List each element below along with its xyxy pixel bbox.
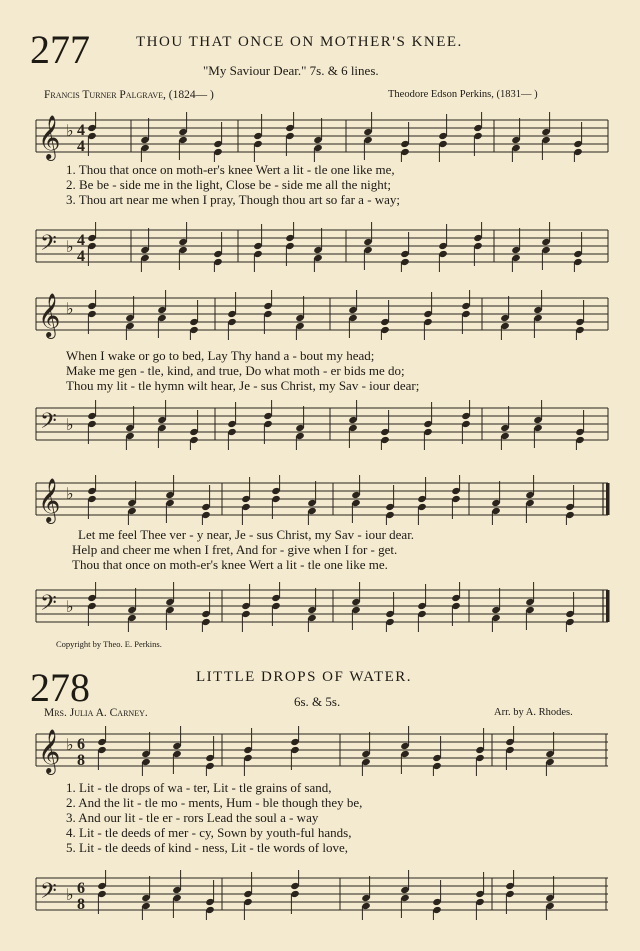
lyric-line: 2. Be be - side me in the light, Close be - side me all the night;: [66, 177, 391, 192]
hymn-title: THOU THAT ONCE ON MOTHER'S KNEE.: [136, 34, 463, 50]
svg-text:♭: ♭: [66, 237, 74, 256]
hymn-number: 278: [30, 665, 90, 710]
svg-text:𝄢: 𝄢: [40, 409, 57, 439]
svg-text:6: 6: [77, 736, 85, 753]
lyric-line: When I wake or go to bed, Lay Thy hand a - bout my head;: [66, 348, 375, 363]
lyric-line: 1. Thou that once on moth-er's knee Wert a lit - tle one like me,: [66, 162, 395, 177]
lyric-line: 4. Lit - tle deeds of mer - cy, Sown by youth-ful hands,: [66, 825, 352, 840]
hymn-number: 277: [30, 27, 90, 72]
hymn-subtitle: "My Saviour Dear." 7s. & 6 lines.: [203, 63, 379, 78]
svg-text:𝄞: 𝄞: [38, 729, 61, 773]
svg-text:𝄢: 𝄢: [40, 879, 57, 909]
lyric-line: 2. And the lit - tle mo - ments, Hum - ble though they be,: [66, 795, 363, 810]
svg-text:♭: ♭: [66, 415, 74, 434]
bass-staff: [0, 400, 640, 450]
bass-staff: [0, 870, 640, 920]
composer-credit: Theodore Edson Perkins, (1831— ): [388, 89, 538, 100]
copyright-notice: Copyright by Theo. E. Perkins.: [56, 639, 162, 649]
treble-staff: [0, 475, 640, 525]
svg-text:♭: ♭: [66, 484, 74, 503]
hymn-subtitle: 6s. & 5s.: [294, 694, 341, 709]
author-credit: Mrs. Julia A. Carney.: [44, 707, 148, 719]
svg-text:4: 4: [77, 248, 85, 265]
svg-text:♭: ♭: [66, 121, 74, 140]
lyric-line: Make me gen - tle, kind, and true, Do what moth - er bids me do;: [66, 363, 405, 378]
lyric-line: Thou that once on moth-er's knee Wert a lit - tle one like me.: [72, 557, 388, 572]
lyric-line: 3. And our lit - tle er - rors Lead the soul a - way: [66, 810, 319, 825]
svg-text:4: 4: [77, 122, 85, 139]
svg-text:𝄞: 𝄞: [38, 478, 61, 522]
lyric-line: 1. Lit - tle drops of wa - ter, Lit - tle grains of sand,: [66, 780, 332, 795]
svg-text:6: 6: [77, 880, 85, 897]
svg-text:♭: ♭: [66, 597, 74, 616]
svg-text:4: 4: [77, 138, 85, 155]
svg-text:♭: ♭: [66, 885, 74, 904]
svg-text:♭: ♭: [66, 735, 74, 754]
lyric-line: Help and cheer me when I fret, And for - give when I for - get.: [72, 542, 398, 557]
svg-text:8: 8: [77, 752, 85, 769]
hymn-title: LITTLE DROPS OF WATER.: [196, 669, 413, 685]
svg-text:𝄞: 𝄞: [38, 115, 61, 159]
treble-staff: [0, 726, 640, 776]
svg-text:8: 8: [77, 896, 85, 913]
bass-staff: [0, 582, 640, 632]
lyric-line: Let me feel Thee ver - y near, Je - sus Christ, my Sav - iour dear.: [78, 527, 415, 542]
treble-staff: [0, 290, 640, 340]
svg-text:𝄢: 𝄢: [40, 231, 57, 261]
svg-text:𝄞: 𝄞: [38, 293, 61, 337]
lyric-line: 5. Lit - tle deeds of kind - ness, Lit - tle words of love,: [66, 840, 348, 855]
svg-text:4: 4: [77, 232, 85, 249]
treble-staff: [0, 112, 640, 162]
author-credit: Francis Turner Palgrave, (1824— ): [44, 89, 214, 101]
lyric-line: 3. Thou art near me when I pray, Though thou art so far a - way;: [66, 192, 401, 207]
svg-text:♭: ♭: [66, 299, 74, 318]
svg-text:𝄢: 𝄢: [40, 591, 57, 621]
bass-staff: [0, 222, 640, 272]
arranger-credit: Arr. by A. Rhodes.: [494, 707, 573, 718]
lyric-line: Thou my lit - tle hymn wilt hear, Je - sus Christ, my Sav - iour dear;: [66, 378, 420, 393]
